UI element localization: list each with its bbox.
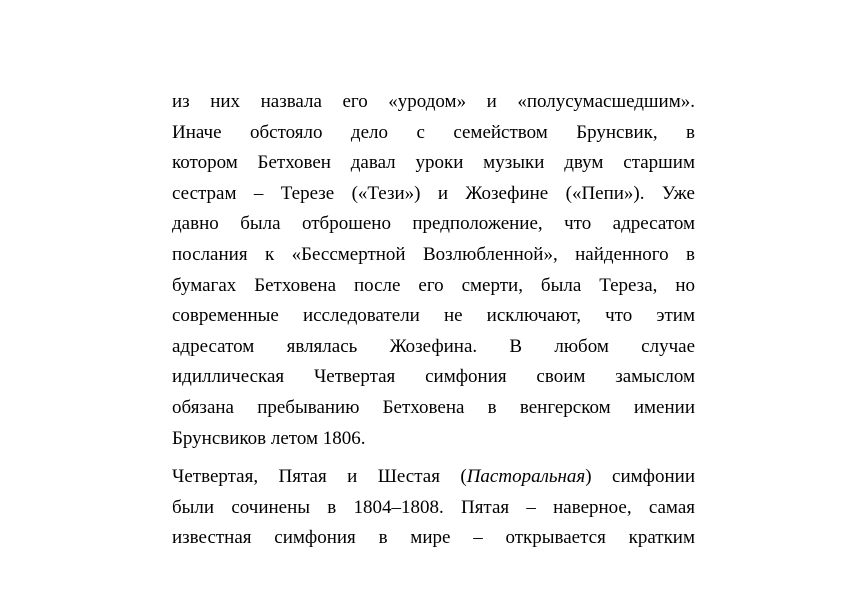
text-line: бумагах Бетховена после его смерти, была Тереза, но: [172, 274, 695, 296]
text-line: были сочинены в 1804–1808. Пятая – наверное, самая: [172, 496, 695, 518]
text-line: из них назвала его «уродом» и «полусумасшедшим».: [172, 91, 695, 112]
text-run: Четвертая, Пятая и Шестая (: [172, 466, 467, 488]
italic-title: Пасторальная: [466, 466, 586, 488]
paragraph-2: [172, 462, 695, 554]
paragraph-spacing: [172, 454, 695, 462]
text-line: послания к «Бессмертной Возлюбленной», найденного в: [172, 243, 695, 265]
text-run: ) симфонии: [585, 466, 695, 488]
text-line: адресатом являлась Жозефина. В любом случае: [172, 335, 695, 357]
text-line: сестрам – Терезе («Тези») и Жозефине («Пепи»). Уже: [172, 182, 695, 204]
text-line: известная симфония в мире – открывается кратким: [172, 527, 695, 549]
text-line: идиллическая Четвертая симфония своим замыслом: [172, 366, 695, 388]
body-text: [172, 87, 695, 554]
text-line: котором Бетховен давал уроки музыки двум старшим: [172, 152, 695, 174]
text-line: Иначе обстояло дело с семейством Брунсвик, в: [172, 121, 695, 143]
text-line: Брунсвиков летом 1806.: [172, 427, 366, 449]
text-line: современные исследователи не исключают, что этим: [172, 305, 695, 327]
paragraph-1: [172, 87, 695, 454]
text-line: обязана пребыванию Бетховена в венгерском имении: [172, 396, 695, 418]
text-line: давно была отброшено предположение, что адресатом: [172, 213, 695, 235]
text-line-with-italic: [172, 462, 695, 493]
